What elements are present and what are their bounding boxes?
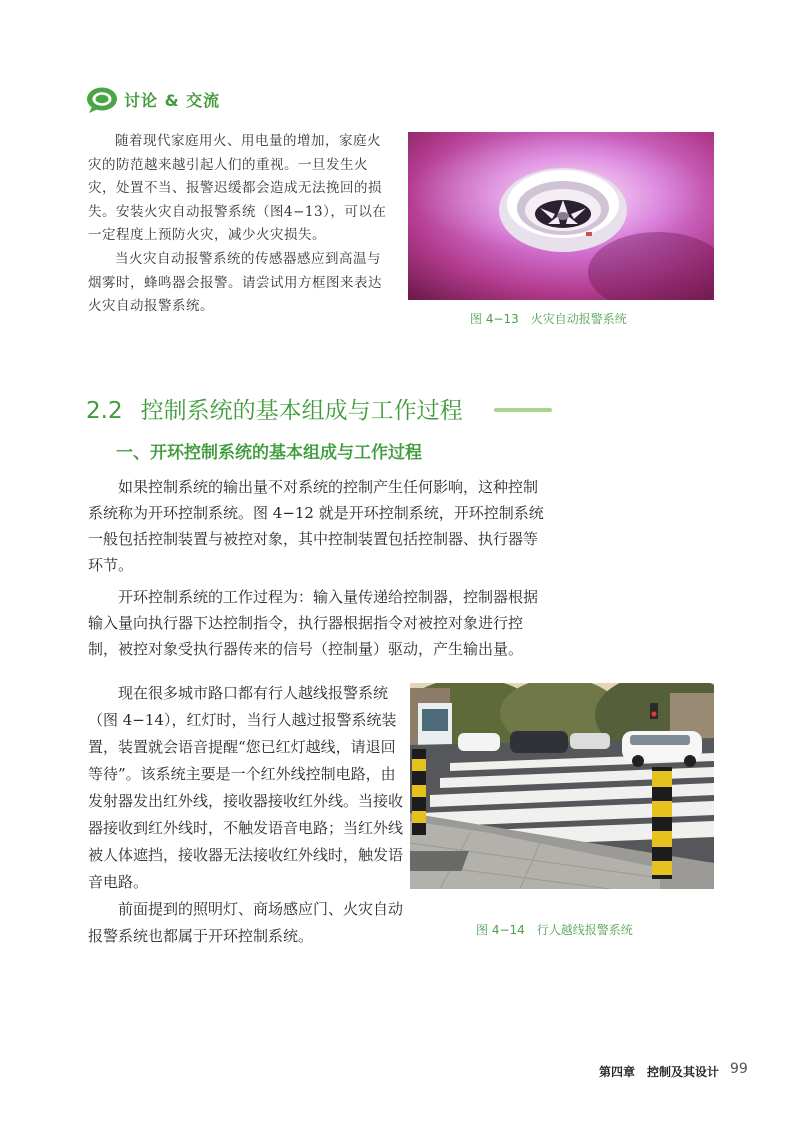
section-heading: [86, 392, 463, 425]
body-paragraph: 如果控制系统的输出量不对系统的控制产生任何影响，这种控制系统称为开环控制系统。图 4−12 就是开环控制系统，开环控制系统一般包括控制装置与被控对象，其中控制装置包括控制器、执行器等环节。: [88, 478, 544, 574]
body-text: [88, 474, 552, 668]
discussion-title: 讨论 & 交流: [124, 91, 221, 110]
footer-chapter: 第四章 控制及其设计: [599, 1065, 720, 1079]
discussion-paragraph: 当火灾自动报警系统的传感器感应到高温与烟雾时，蜂鸣器会报警。请尝试用方框图来表达火灾自动报警系统。: [88, 250, 382, 315]
body-paragraph: 前面提到的照明灯、商场感应门、火灾自动报警系统也都属于开环控制系统。: [88, 900, 404, 945]
page-number: 99: [730, 1061, 748, 1077]
discussion-icon: [86, 86, 118, 114]
section-heading-line: [494, 408, 552, 412]
discussion-text: [88, 130, 394, 319]
figure-4-13-caption: 图 4−13 火灾自动报警系统: [470, 312, 627, 326]
body-paragraph: 开环控制系统的工作过程为：输入量传递给控制器，控制器根据输入量向执行器下达控制指令，执行器根据指令对被控对象进行控制，被控对象受执行器传来的信号（控制量）驱动，产生输出量。: [88, 588, 539, 658]
body-text-narrow: [88, 680, 408, 950]
section-number: 2.2: [86, 398, 123, 424]
body-paragraph: 现在很多城市路口都有行人越线报警系统（图 4−14），红灯时，当行人越过报警系统装置，装置就会语音提醒“您已红灯越线，请退回等待”。该系统主要是一个红外线控制电路，由发射器发出红外线，接收器接收红外线。当接收器接收到红外线时，不触发语音电路；当红外线被人体遮挡，接收器无法接收红外线时，触发语音电路。: [88, 684, 404, 891]
crosswalk-alarm-photo: [410, 683, 714, 889]
figure-4-14-caption: 图 4−14 行人越线报警系统: [476, 923, 633, 937]
subsection-title: 一、开环控制系统的基本组成与工作过程: [116, 443, 422, 463]
discussion-paragraph: 随着现代家庭用火、用电量的增加，家庭火灾的防范越来越引起人们的重视。一旦发生火灾，处置不当、报警迟缓都会造成无法挽回的损失。安装火灾自动报警系统（图4−13），可以在一定程度上预防火灾，减少火灾损失。: [88, 133, 387, 244]
section-title: 控制系统的基本组成与工作过程: [140, 398, 463, 424]
fire-alarm-photo: [408, 132, 714, 300]
